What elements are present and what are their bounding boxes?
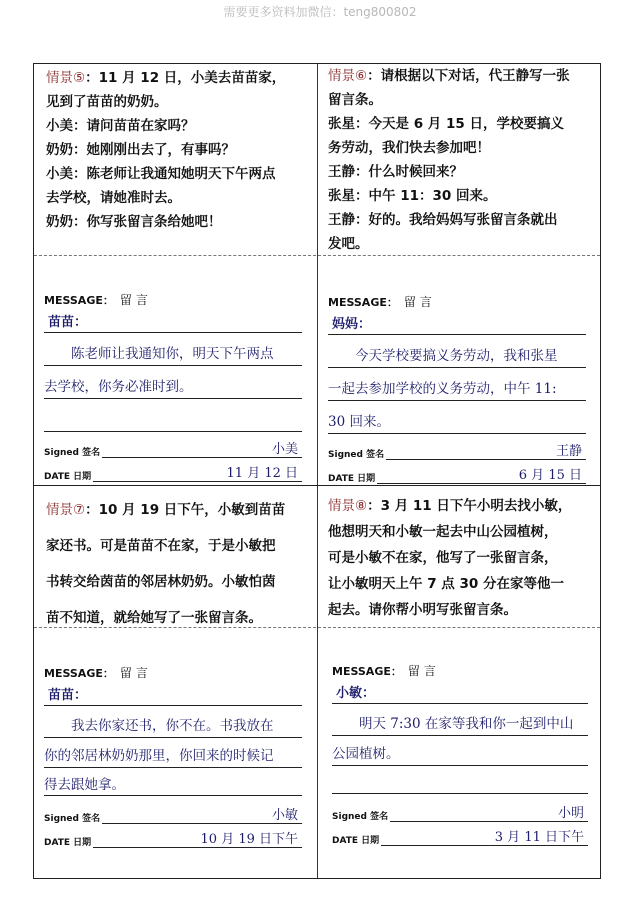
scenario-line: 奶奶：她刚刚出去了，有事吗？ [46, 142, 235, 158]
scenario-line: ：请根据以下对话，代王静写一张 [367, 68, 570, 84]
date-label: DATE 日期 [44, 838, 92, 848]
message-line: 一起去参加学校的义务劳动，中午 11: [328, 368, 586, 401]
message-line: 明天 7:30 在家等我和你一起到中山 [332, 704, 588, 736]
message-line: 得去跟她拿。 [44, 768, 302, 796]
date-label: DATE 日期 [328, 474, 376, 484]
scenario-tag: 情景⑤ [46, 70, 86, 86]
scenario-line: 苗不知道，就给她写了一张留言条。 [46, 610, 262, 626]
message-cn-label: 留言 [119, 293, 152, 307]
signed-label: Signed 签名 [44, 448, 101, 458]
message-label: MESSAGE： [44, 667, 114, 680]
message-date: 6 月 15 日 [377, 464, 586, 484]
scenario-line: 让小敏明天上午 7 点 30 分在家等他一 [328, 576, 564, 592]
message-cn-label: 留言 [407, 664, 440, 678]
message-cn-label: 留言 [119, 666, 152, 680]
message-line: 陈老师让我通知你，明天下午两点 [44, 333, 302, 366]
message-recipient: 苗苗： [44, 684, 302, 706]
signed-label: Signed 签名 [328, 450, 385, 460]
message-line: 公园植树。 [332, 736, 588, 766]
watermark: 需要更多资料加微信：teng800802 [223, 5, 417, 19]
scenario-5 [46, 66, 314, 234]
scenario-line: 王静：好的。我给妈妈写张留言条就出 [328, 212, 558, 228]
message-card-1 [44, 291, 302, 482]
column-divider [317, 64, 318, 878]
message-cn-label: 留言 [403, 295, 436, 309]
scenario-line: 小美：请问苗苗在家吗？ [46, 118, 195, 134]
signature: 小明 [390, 802, 588, 822]
scenario-line: 见到了苗苗的奶奶。 [46, 94, 168, 110]
scenario-line: ：11 月 12 日，小美去苗苗家， [85, 70, 286, 86]
scenario-line: 奶奶：你写张留言条给她吧！ [46, 214, 222, 230]
worksheet [33, 63, 601, 879]
scenario-line: 张星：今天是 6 月 15 日，学校要搞义 [328, 116, 564, 132]
scenario-line: 起去。请你帮小明写张留言条。 [328, 602, 517, 618]
date-label: DATE 日期 [44, 472, 92, 482]
scenario-tag: 情景⑧ [328, 498, 368, 514]
scenario-line: 张星：中午 11：30 回来。 [328, 188, 497, 204]
message-line: 我去你家还书，你不在。书我放在 [44, 706, 302, 738]
message-line: 你的邻居林奶奶那里，你回来的时候记 [44, 738, 302, 768]
signed-label: Signed 签名 [332, 812, 389, 822]
message-label: MESSAGE： [44, 294, 114, 307]
message-date: 11 月 12 日 [93, 462, 302, 482]
message-line [332, 766, 588, 794]
signed-label: Signed 签名 [44, 814, 101, 824]
scenario-line: 书转交给茵苗的邻居林奶奶。小敏怕茵 [46, 574, 276, 590]
scenario-line: ：10 月 19 日下午，小敏到苗苗 [85, 502, 286, 518]
message-line: 30 回来。 [328, 401, 586, 434]
message-card-4 [332, 662, 588, 846]
scenario-line: 留言条。 [328, 92, 382, 108]
scenario-line: 王静：什么时候回来？ [328, 164, 463, 180]
scenario-line: 务劳动，我们快去参加吧！ [328, 140, 490, 156]
row-divider [34, 485, 600, 486]
scenario-line: 可是小敏不在家，他写了一张留言条， [328, 550, 558, 566]
message-label: MESSAGE： [328, 296, 398, 309]
scenario-line: 发吧。 [328, 236, 369, 252]
scenario-tag: 情景⑥ [328, 68, 368, 84]
scenario-7 [46, 492, 314, 636]
scenario-line: 去学校，请她准时去。 [46, 190, 181, 206]
message-line: 今天学校要搞义务劳动，我和张星 [328, 335, 586, 368]
message-card-3 [44, 664, 302, 848]
scenario-line: ：3 月 11 日下午小明去找小敏， [367, 498, 572, 514]
scenario-line: 他想明天和小敏一起去中山公园植树， [328, 524, 558, 540]
date-label: DATE 日期 [332, 836, 380, 846]
signature: 王静 [386, 440, 586, 460]
scenario-line: 家还书。可是苗苗不在家，于是小敏把 [46, 538, 276, 554]
scenario-tag: 情景⑦ [46, 502, 86, 518]
message-recipient: 苗苗： [44, 311, 302, 333]
scenario-6 [328, 64, 598, 256]
message-recipient: 小敏： [332, 682, 588, 704]
message-recipient: 妈妈： [328, 313, 586, 335]
message-line [44, 399, 302, 432]
scenario-line: 小美：陈老师让我通知她明天下午两点 [46, 166, 276, 182]
message-line: 去学校，你务必准时到。 [44, 366, 302, 399]
message-label: MESSAGE： [332, 665, 402, 678]
scenario-8 [328, 493, 598, 623]
message-date: 10 月 19 日下午 [93, 828, 302, 848]
signature: 小美 [102, 438, 302, 458]
signature: 小敏 [102, 804, 302, 824]
message-date: 3 月 11 日下午 [381, 826, 588, 846]
message-card-2 [328, 293, 586, 484]
